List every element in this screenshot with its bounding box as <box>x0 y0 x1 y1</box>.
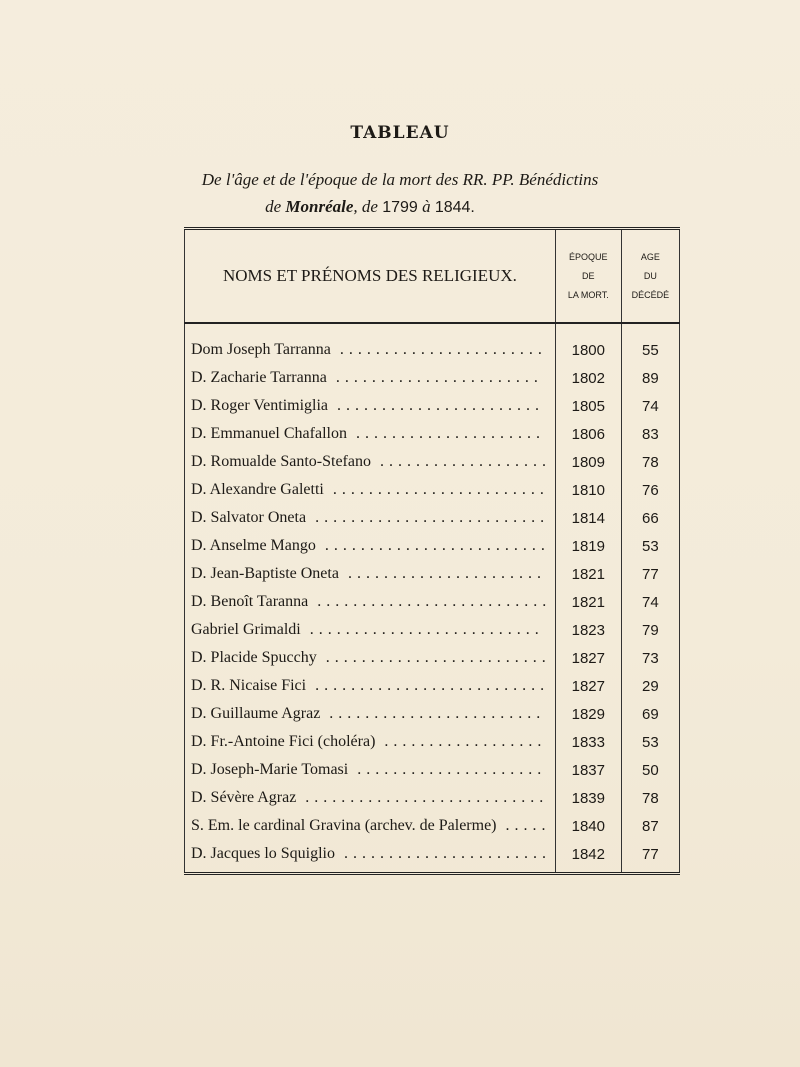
cell-age: 74 <box>621 392 679 420</box>
table-row <box>185 532 680 560</box>
cell-death-year: 1806 <box>555 420 621 448</box>
cell-age: 89 <box>621 364 679 392</box>
religious-name: D. Emmanuel Chafallon <box>191 425 347 442</box>
subtitle-year-end: 1844. <box>434 199 475 216</box>
cell-death-year: 1827 <box>555 672 621 700</box>
table-row <box>185 420 680 448</box>
cell-death-year: 1810 <box>555 476 621 504</box>
table-row <box>185 700 680 728</box>
cell-death-year: 1819 <box>555 532 621 560</box>
cell-religious-name <box>185 588 556 616</box>
religious-name: D. Alexandre Galetti <box>191 481 324 498</box>
cell-age: 53 <box>621 532 679 560</box>
table-row <box>185 364 680 392</box>
cell-death-year: 1802 <box>555 364 621 392</box>
table-row <box>185 756 680 784</box>
cell-death-year: 1827 <box>555 644 621 672</box>
table-row <box>185 323 680 364</box>
subtitle-mid: , de <box>353 197 383 216</box>
cell-death-year: 1805 <box>555 392 621 420</box>
religious-name: D. Guillaume Agraz <box>191 705 321 722</box>
cell-religious-name <box>185 448 556 476</box>
dot-leader: .......................... <box>306 509 550 526</box>
dot-leader: .......................... <box>306 677 550 694</box>
cell-age: 78 <box>621 784 679 812</box>
dot-leader: ........................ <box>320 705 546 722</box>
cell-age: 83 <box>621 420 679 448</box>
religious-name: Dom Joseph Tarranna <box>191 341 331 358</box>
religious-name: D. Sévère Agraz <box>191 789 297 806</box>
table-row <box>185 812 680 840</box>
cell-religious-name <box>185 644 556 672</box>
column-header-age-line-3: DÉCÉDÉ <box>631 289 670 300</box>
cell-death-year: 1842 <box>555 840 621 874</box>
dot-leader: ...................... <box>338 565 546 582</box>
subtitle-a: à <box>417 197 435 216</box>
cell-religious-name <box>185 812 556 840</box>
dot-leader: ....................... <box>330 341 547 358</box>
table-body <box>185 323 680 874</box>
dot-leader: ..................... <box>346 425 545 442</box>
dot-leader: ........................... <box>296 789 549 806</box>
cell-religious-name <box>185 616 556 644</box>
dot-leader: ......................... <box>316 649 551 666</box>
dot-leader: ....................... <box>326 369 543 386</box>
cell-religious-name <box>185 532 556 560</box>
cell-religious-name <box>185 504 556 532</box>
column-header-age-line-2: DU <box>643 270 657 281</box>
dot-leader: ..... <box>496 817 551 834</box>
dot-leader: ................... <box>370 453 551 470</box>
religious-name: D. Jean-Baptiste Oneta <box>191 565 339 582</box>
dot-leader: ....................... <box>335 845 551 862</box>
table-row <box>185 784 680 812</box>
cell-death-year: 1800 <box>555 323 621 364</box>
cell-religious-name <box>185 420 556 448</box>
table-row <box>185 392 680 420</box>
dot-leader: ..................... <box>348 761 547 778</box>
subtitle-place: Monréale <box>285 197 354 216</box>
cell-religious-name <box>185 784 556 812</box>
cell-religious-name <box>185 476 556 504</box>
dot-leader: .......................... <box>300 621 544 638</box>
table-header <box>185 229 680 324</box>
subtitle-year-start: 1799 <box>382 199 418 216</box>
cell-religious-name <box>185 364 556 392</box>
cell-religious-name <box>185 560 556 588</box>
column-header-names: NOMS ET PRÉNOMS DES RELIGIEUX. <box>185 229 556 324</box>
table-row <box>185 588 680 616</box>
table-row <box>185 476 680 504</box>
cell-death-year: 1839 <box>555 784 621 812</box>
cell-age: 55 <box>621 323 679 364</box>
cell-death-year: 1829 <box>555 700 621 728</box>
table-row <box>185 840 680 874</box>
table-row <box>185 560 680 588</box>
cell-age: 87 <box>621 812 679 840</box>
religious-name: D. Benoît Taranna <box>191 593 309 610</box>
dot-leader: .................. <box>375 733 547 750</box>
subtitle-prefix: de <box>265 197 286 216</box>
religious-register-table <box>184 227 680 875</box>
column-header-age <box>621 229 679 324</box>
cell-age: 76 <box>621 476 679 504</box>
table-row <box>185 728 680 756</box>
cell-age: 78 <box>621 448 679 476</box>
cell-religious-name <box>185 672 556 700</box>
cell-death-year: 1837 <box>555 756 621 784</box>
cell-religious-name <box>185 392 556 420</box>
cell-age: 66 <box>621 504 679 532</box>
table-row <box>185 616 680 644</box>
religious-name: D. Roger Ventimiglia <box>191 397 329 414</box>
religious-name: D. R. Nicaise Fici <box>191 677 307 694</box>
dot-leader: ......................... <box>315 537 550 554</box>
table-row <box>185 644 680 672</box>
cell-religious-name <box>185 840 556 874</box>
cell-age: 73 <box>621 644 679 672</box>
religious-name: S. Em. le cardinal Gravina (archev. de Palerme) <box>191 817 497 834</box>
cell-death-year: 1821 <box>555 560 621 588</box>
cell-religious-name <box>185 700 556 728</box>
column-header-year-line-3: LA MORT. <box>567 289 609 300</box>
cell-age: 74 <box>621 588 679 616</box>
cell-death-year: 1840 <box>555 812 621 840</box>
cell-age: 53 <box>621 728 679 756</box>
religious-name: Gabriel Grimaldi <box>191 621 301 638</box>
dot-leader: ....................... <box>328 397 545 414</box>
column-header-year-line-2: DE <box>582 270 595 281</box>
cell-death-year: 1814 <box>555 504 621 532</box>
cell-death-year: 1821 <box>555 588 621 616</box>
religious-name: D. Placide Spucchy <box>191 649 317 666</box>
table-row <box>185 672 680 700</box>
religious-name: D. Romualde Santo-Stefano <box>191 453 371 470</box>
religious-name: D. Zacharie Tarranna <box>191 369 327 386</box>
cell-death-year: 1809 <box>555 448 621 476</box>
table-row <box>185 448 680 476</box>
cell-death-year: 1833 <box>555 728 621 756</box>
cell-age: 77 <box>621 560 679 588</box>
religious-name: D. Anselme Mango <box>191 537 316 554</box>
cell-religious-name <box>185 756 556 784</box>
cell-age: 77 <box>621 840 679 874</box>
cell-age: 79 <box>621 616 679 644</box>
cell-religious-name <box>185 323 556 364</box>
cell-age: 69 <box>621 700 679 728</box>
religious-name: D. Salvator Oneta <box>191 509 307 526</box>
cell-death-year: 1823 <box>555 616 621 644</box>
cell-religious-name <box>185 728 556 756</box>
column-header-death-year <box>555 229 621 324</box>
column-header-age-line-1: AGE <box>640 251 660 262</box>
dot-leader: ........................ <box>323 481 549 498</box>
table-row <box>185 504 680 532</box>
religious-name: D. Fr.-Antoine Fici (choléra) <box>191 733 376 750</box>
page-title: TABLEAU <box>350 123 450 143</box>
religious-name: D. Joseph-Marie Tomasi <box>191 761 349 778</box>
religious-name: D. Jacques lo Squiglio <box>191 845 335 862</box>
dot-leader: .......................... <box>308 593 552 610</box>
cell-age: 50 <box>621 756 679 784</box>
column-header-year-line-1: ÉPOQUE <box>569 251 608 262</box>
subtitle-line-1: De l'âge et de l'époque de la mort des RR. PP. Bénédictins <box>201 170 599 189</box>
cell-age: 29 <box>621 672 679 700</box>
subtitle-line-2 <box>0 197 770 217</box>
